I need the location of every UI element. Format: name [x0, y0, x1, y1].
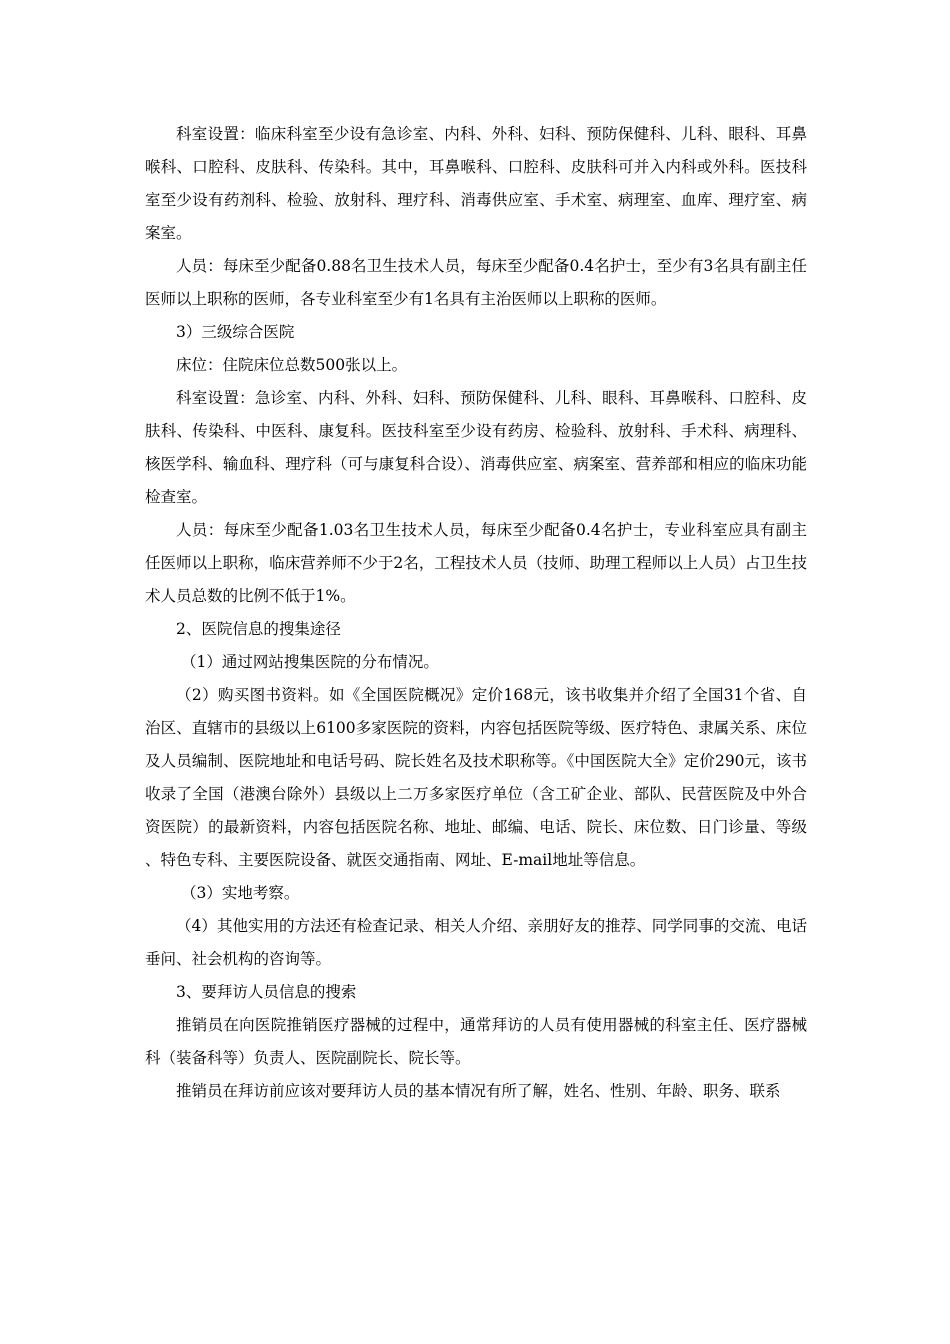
paragraph-method-field-visit: （3）实地考察。: [181, 884, 300, 902]
paragraph-department-setup-secondary: 科室设置：临床科室至少设有急诊室、内科、外科、妇科、预防保健科、儿科、眼科、耳鼻喉科、口腔科、皮肤科、传染科。其中，耳鼻喉科、口腔科、皮肤科可并入内科或外科。医技科室至少设有药剂科、检验、放射科、理疗科、消毒供应室、手术室、病理室、血库、理疗室、病案室。: [145, 125, 807, 242]
paragraph-visit-targets: 推销员在向医院推销医疗器械的过程中，通常拜访的人员有使用器械的科室主任、医疗器械科（装备科等）负责人、医院副院长、院长等。: [145, 1016, 807, 1067]
paragraph-staff-secondary: 人员：每床至少配备0.88名卫生技术人员，每床至少配备0.4名护士，至少有3名具有副主任医师以上职称的医师，各专业科室至少有1名具有主治医师以上职称的医师。: [145, 257, 807, 308]
paragraph-visit-preparation: 推销员在拜访前应该对要拜访人员的基本情况有所了解，姓名、性别、年龄、职务、联系: [176, 1082, 781, 1100]
paragraph-staff-tertiary: 人员：每床至少配备1.03名卫生技术人员，每床至少配备0.4名护士，专业科室应具有副主任医师以上职称，临床营养师不少于2名，工程技术人员（技师、助理工程师以上人员）占卫生技术人员总数的比例不低于1%。: [145, 521, 807, 605]
paragraph-method-other: （4）其他实用的方法还有检查记录、相关人介绍、亲朋好友的推荐、同学同事的交流、电话垂问、社会机构的咨询等。: [145, 917, 807, 968]
heading-visitor-info-search: 3、要拜访人员信息的搜索: [176, 983, 357, 1001]
paragraph-method-website: （1）通过网站搜集医院的分布情况。: [181, 653, 439, 671]
heading-tertiary-hospital: 3）三级综合医院: [176, 323, 295, 341]
paragraph-department-setup-tertiary: 科室设置：急诊室、内科、外科、妇科、预防保健科、儿科、眼科、耳鼻喉科、口腔科、皮肤科、传染科、中医科、康复科。医技科室至少设有药房、检验科、放射科、手术科、病理科、核医学科、输血科、理疗科（可与康复科合设）、消毒供应室、病案室、营养部和相应的临床功能检查室。: [145, 389, 807, 506]
heading-hospital-info-collection: 2、医院信息的搜集途径: [176, 620, 341, 638]
paragraph-beds-tertiary: 床位：住院床位总数500张以上。: [176, 356, 408, 374]
paragraph-method-books: （2）购买图书资料。如《全国医院概况》定价168元，该书收集并介绍了全国31个省、自治区、直辖市的县级以上6100多家医院的资料，内容包括医院等级、医疗特色、隶属关系、床位及人员编制、医院地址和电话号码、院长姓名及技术职称等。《中国医院大全》定价290元，该书收录了全国（港澳台除外）县级以上二万多家医疗单位（含工矿企业、部队、民营医院及中外合资医院）的最新资料，内容包括医院名称、地址、邮编、电话、院长、床位数、日门诊量、等级、特色专科、主要医院设备、就医交通指南、网址、E-mail地址等信息。: [145, 686, 807, 869]
document-page: [145, 118, 807, 1108]
